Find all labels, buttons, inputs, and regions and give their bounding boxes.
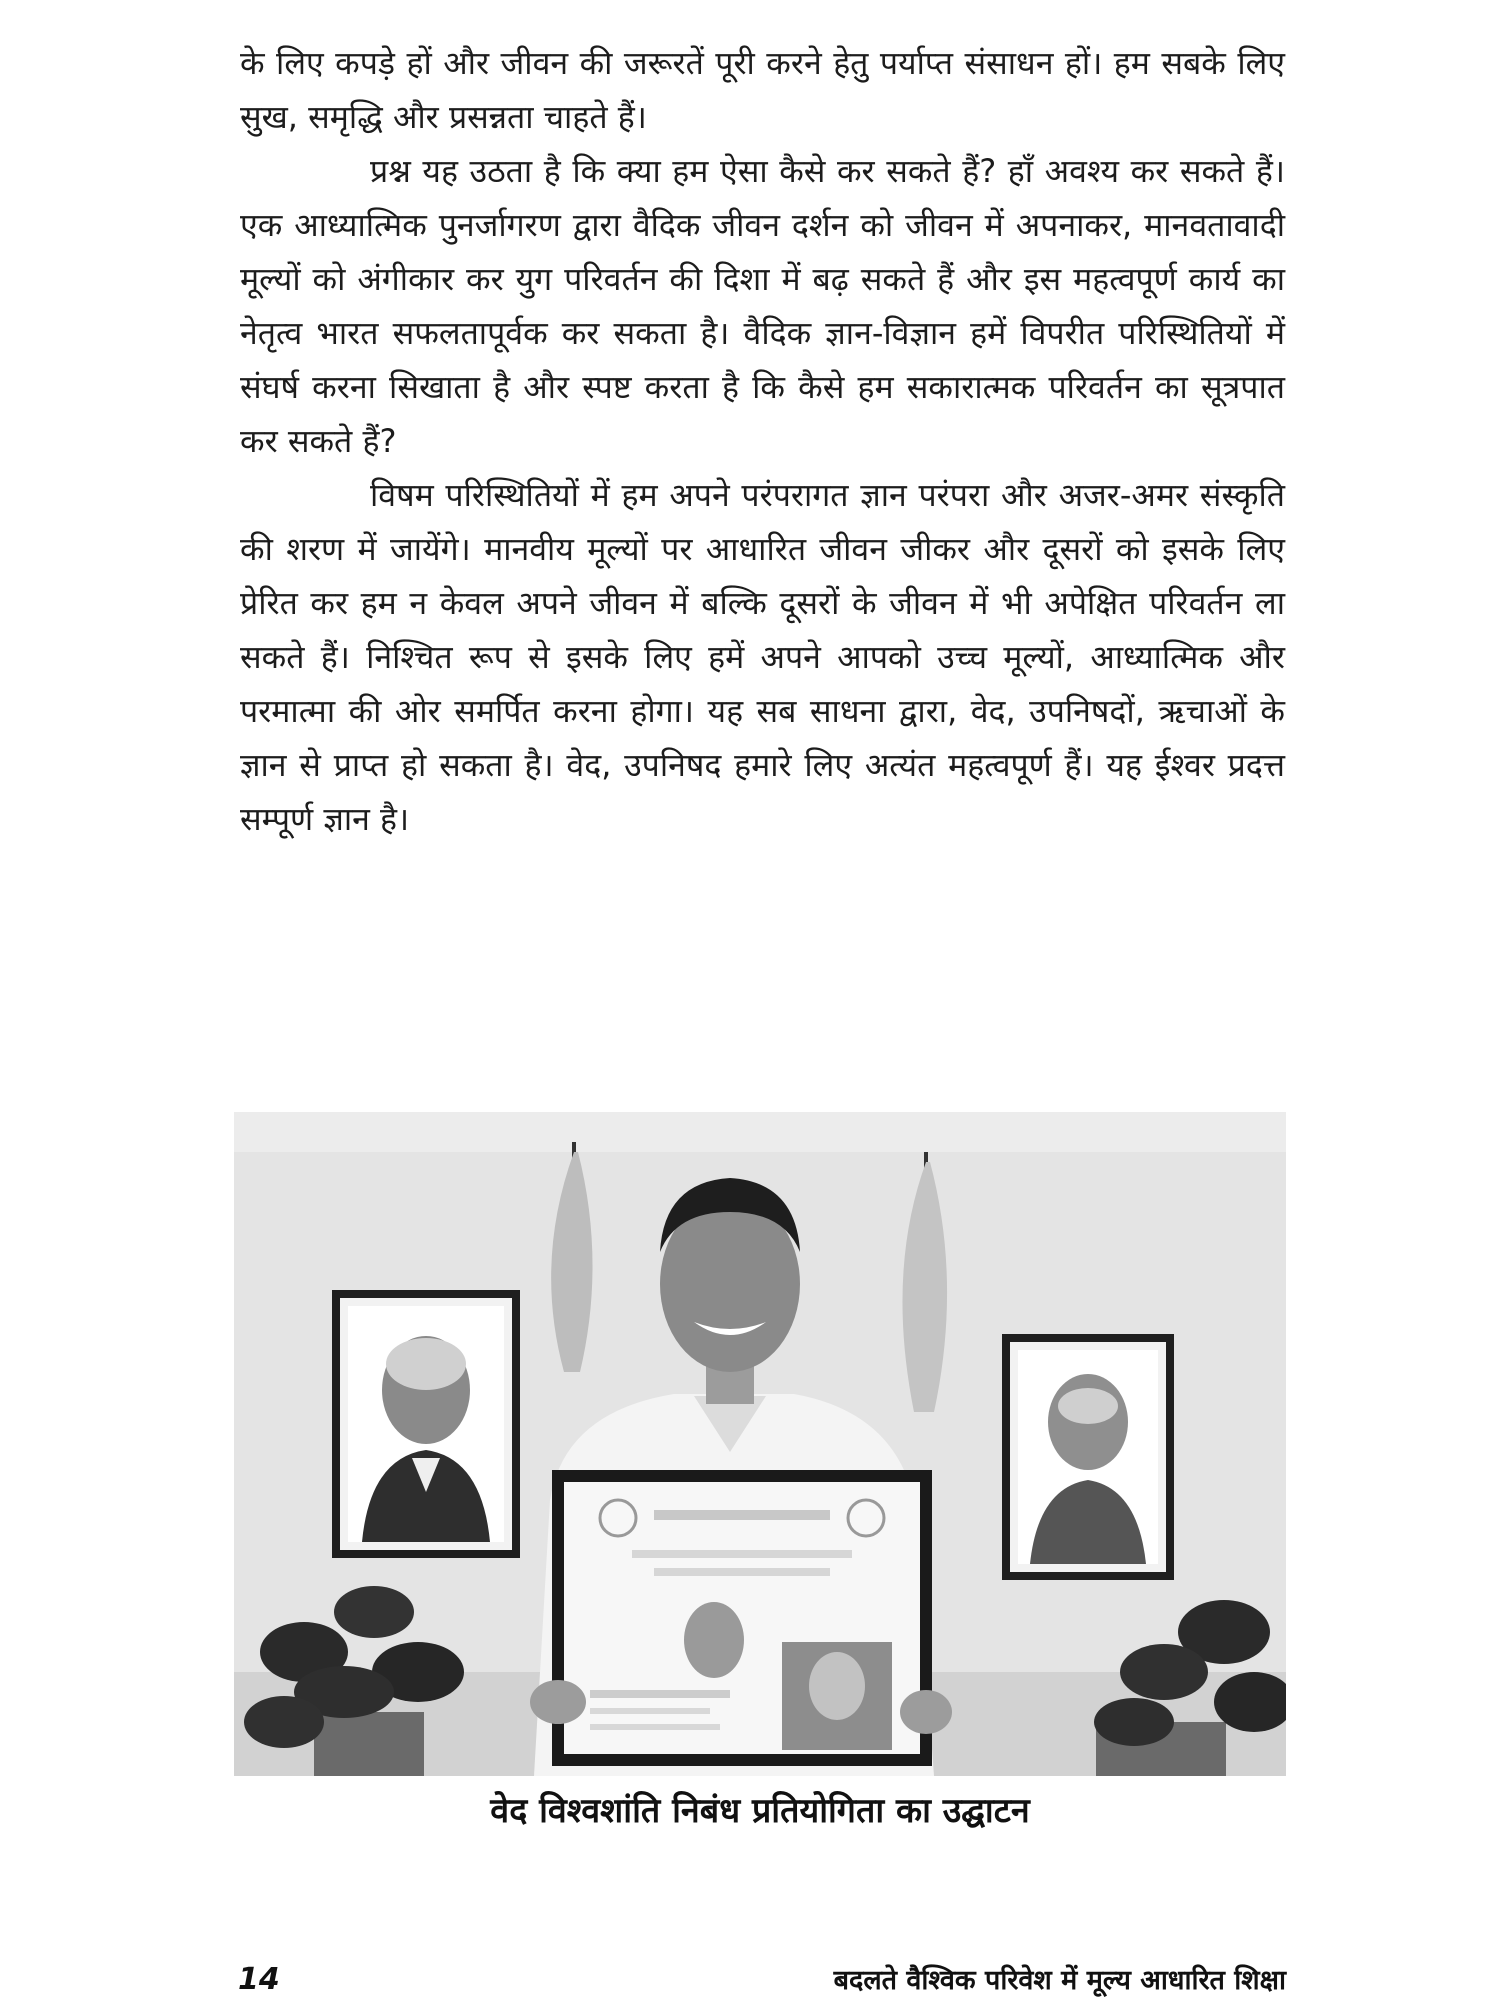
page-number: 14 (238, 1962, 280, 1997)
figure-caption: वेद विश्वशांति निबंध प्रतियोगिता का उद्घाटन (490, 1791, 1030, 1831)
paragraph-1: के लिए कपड़े हों और जीवन की जरूरतें पूरी करने हेतु पर्याप्त संसाधन हों। हम सबके लिए सुख, समृद्धि और प्रसन्नता चाहते हैं। (240, 44, 1285, 136)
paragraph-3: विषम परिस्थितियों में हम अपने परंपरागत ज्ञान परंपरा और अजर-अमर संस्कृति की शरण में जायेंगे। मानवीय मूल्यों पर आधारित जीवन जीकर और दूसरों को इसके लिए प्रेरित कर हम न केवल अपने जीवन में बल्कि दूसरों के जीवन में भी अपेक्षित परिवर्तन ला सकते हैं। निश्चित रूप से इसके लिए हमें अपने आपको उच्च मूल्यों, आध्यात्मिक और परमात्मा की ओर समर्पित करना होगा। यह सब साधना द्वारा, वेद, उपनिषदों, ऋचाओं के ज्ञान से प्राप्त हो सकता है। वेद, उपनिषद हमारे लिए अत्यंत महत्वपूर्ण हैं। यह ईश्वर प्रदत्त सम्पूर्ण ज्ञान है। (240, 476, 1285, 838)
left-portrait-frame (332, 1290, 520, 1558)
paragraph-2: प्रश्न यह उठता है कि क्या हम ऐसा कैसे कर सकते हैं? हाँ अवश्य कर सकते हैं। एक आध्यात्मिक पुनर्जागरण द्वारा वैदिक जीवन दर्शन को जीवन में अपनाकर, मानवतावादी मूल्यों को अंगीकार कर युग परिवर्तन की दिशा में बढ़ सकते हैं और इस महत्वपूर्ण कार्य का नेतृत्व भारत सफलतापूर्वक कर सकता है। वैदिक ज्ञान-विज्ञान हमें विपरीत परिस्थितियों में संघर्ष करना सिखाता है और स्पष्ट करता है कि कैसे हम सकारात्मक परिवर्तन का सूत्रपात कर सकते हैं? (240, 152, 1285, 460)
held-certificate (530, 1470, 952, 1766)
running-footer-title: बदलते वैश्विक परिवेश में मूल्य आधारित शिक्षा (833, 1965, 1286, 1996)
event-photo (234, 1112, 1286, 1776)
body-text (240, 36, 1285, 846)
right-portrait-frame (1002, 1334, 1174, 1580)
